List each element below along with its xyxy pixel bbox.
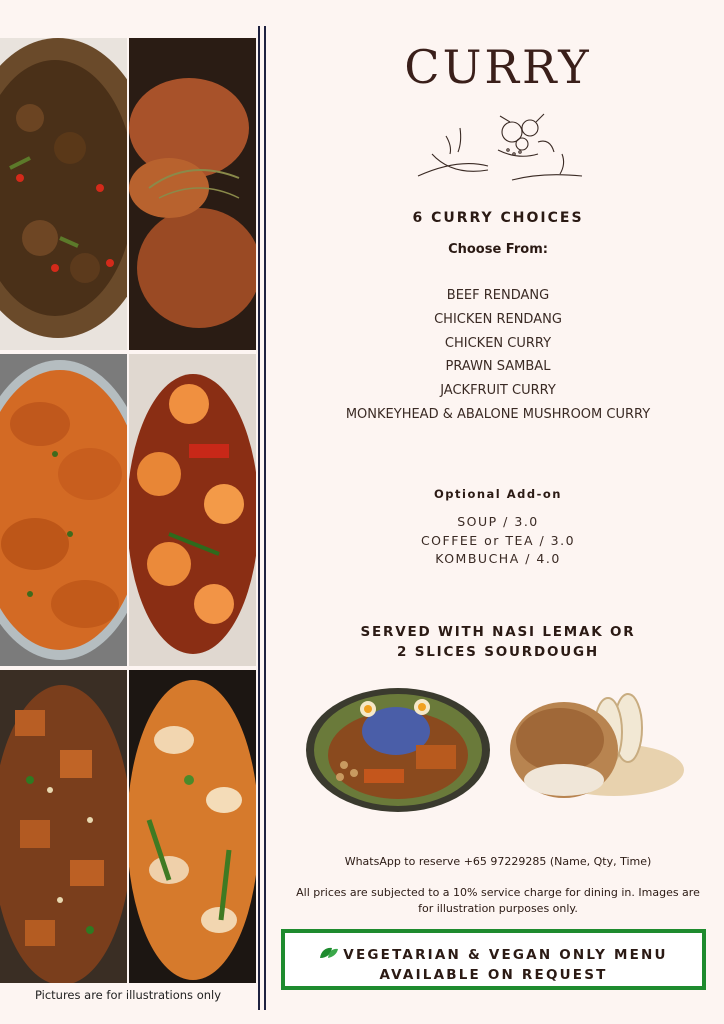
veg-line-1-text: VEGETARIAN & VEGAN ONLY MENU [343,947,668,963]
curry-item: MONKEYHEAD & ABALONE MUSHROOM CURRY [345,406,651,422]
choose-from-label: Choose From: [448,242,548,257]
vegetarian-banner [281,929,706,990]
menu-panel [272,0,724,1024]
chicken-curry-photo [0,354,127,666]
whatsapp-reserve: WhatsApp to reserve +65 97229285 (Name, Qty, Time) [344,855,652,868]
collage-caption: Pictures are for illustrations only [34,988,222,1002]
curry-item: PRAWN SAMBAL [445,359,551,375]
photo-collage [0,38,256,983]
jackfruit-curry-photo [0,670,127,983]
spices-sketch-icon [412,106,592,188]
served-with [342,622,654,662]
curry-list [272,288,724,431]
leaf-icon [319,946,339,960]
served-line-1: SERVED WITH NASI LEMAK OR [360,624,636,640]
served-line-2: 2 SLICES SOURDOUGH [397,644,599,660]
curry-item: JACKFRUIT CURRY [440,383,556,399]
veg-line-1 [285,945,702,965]
curry-item: CHICKEN CURRY [444,335,552,351]
addon-heading: Optional Add-on [434,487,562,501]
prawn-sambal-photo [129,354,256,666]
choices-heading: 6 CURRY CHOICES [412,210,584,226]
curry-item: BEEF RENDANG [446,288,550,303]
beef-rendang-photo [0,38,127,350]
curry-item: CHICKEN RENDANG [434,311,562,327]
nasi-lemak-photo [304,685,492,815]
mushroom-curry-photo [129,670,256,983]
service-charge-note: All prices are subjected to a 10% service charge for dining in. Images are for illustration purposes only. [296,886,700,915]
chicken-rendang-photo [129,38,256,350]
addon-item: COFFEE or TEA / 3.0 [420,532,576,548]
addon-list [272,514,724,570]
veg-line-2: AVAILABLE ON REQUEST [379,967,608,983]
addon-item: SOUP / 3.0 [457,514,539,529]
page-title: CURRY [404,40,592,94]
sourdough-photo [504,688,688,814]
addon-item: KOMBUCHA / 4.0 [435,551,561,566]
double-divider [258,26,270,1010]
